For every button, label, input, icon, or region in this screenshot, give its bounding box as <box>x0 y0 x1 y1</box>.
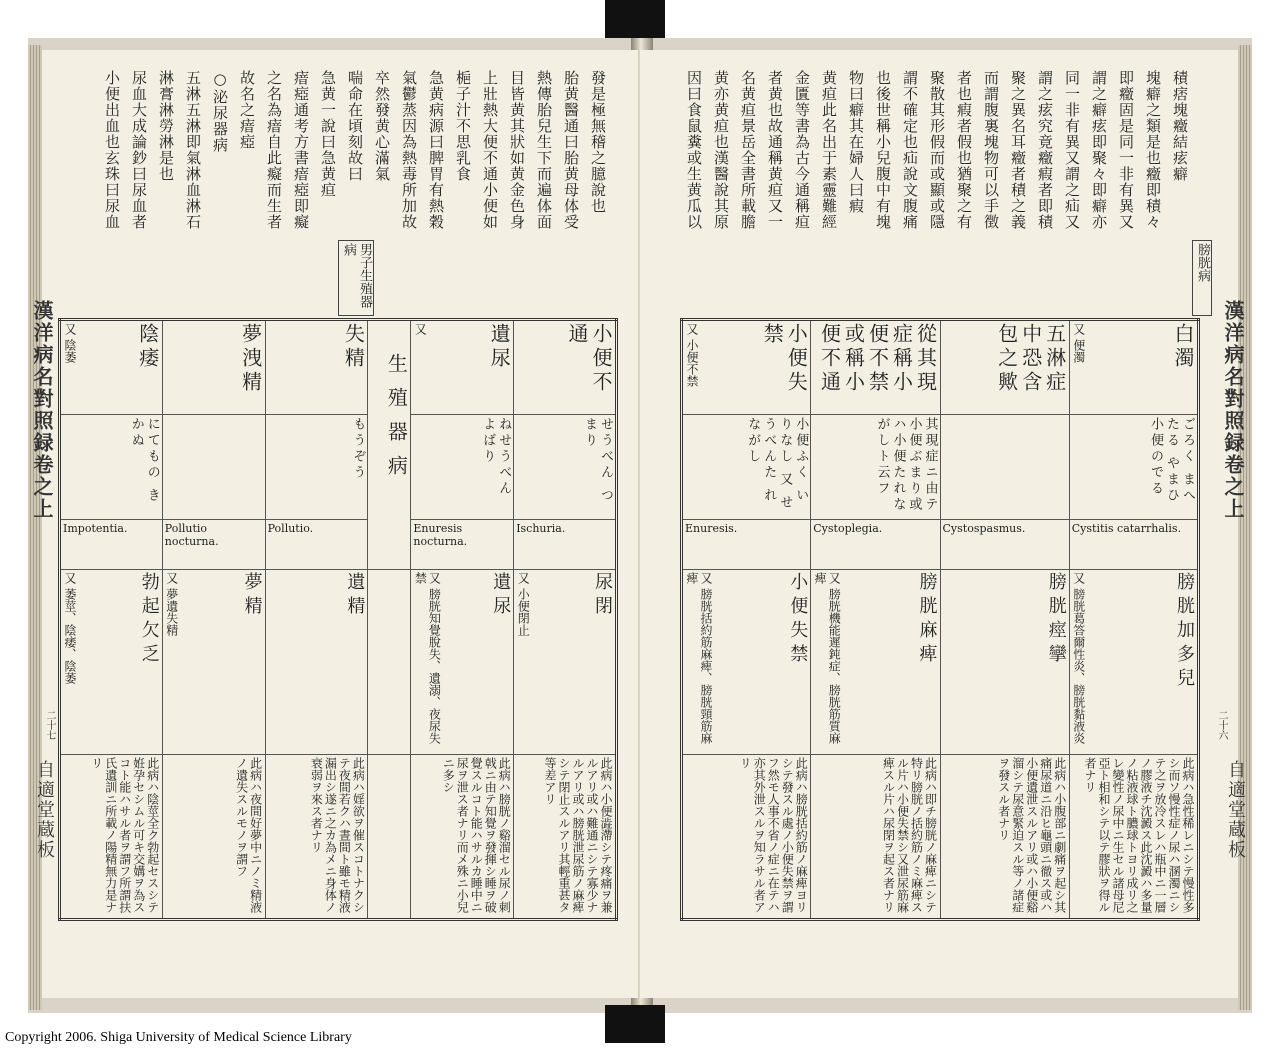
left-table-cell-term <box>162 320 265 415</box>
left-intro-column: 尿血大成論鈔曰尿血者 <box>130 70 148 230</box>
left-table-cell-jterm <box>411 570 514 755</box>
left-table-cell-jterm <box>514 570 617 755</box>
japanese-disease-term: 遺精 <box>344 572 366 620</box>
section-label-cell <box>368 320 411 570</box>
left-intro-column: 上壯熱大便不通小便如 <box>481 70 499 230</box>
right-intro-column: 而謂腹裏塊物可以手徴 <box>982 70 1000 230</box>
chinese-disease-term: 夢洩精 <box>238 323 263 395</box>
japanese-disease-term: 勃起欠乏 <box>138 572 160 668</box>
right-intro-column: 黄疸此名出于素靈難經 <box>820 70 838 230</box>
chinese-disease-term: 小便失禁 <box>760 323 809 395</box>
right-table-cell-term <box>940 320 1069 415</box>
left-intro-column: ○泌尿器病 <box>211 70 229 153</box>
left-table-cell-latin <box>162 520 265 570</box>
kana-reading: にてもの きかぬ <box>128 417 160 505</box>
japanese-alt-term: 又 膀胱括約筋麻痺、膀胱頸筋麻痺 <box>685 572 713 744</box>
book-spread <box>28 38 1252 1013</box>
japanese-disease-term: 膀胱痙攣 <box>1045 572 1067 668</box>
left-intro-column: 氣鬱蒸因為熱毒所加故 <box>400 70 418 230</box>
left-table-cell-kana <box>411 415 514 520</box>
latin-term: Impotentia. <box>63 522 128 535</box>
kana-reading: もうぞう <box>350 417 366 481</box>
left-intro-column: 小便出血也玄珠曰尿血 <box>103 70 121 230</box>
disease-description: 此病ハ陰莖全ク勃起セスシテ姙孕セシムル可キ交媾ヲ為スコト能ハサル者ヲ謂フ所謂扶氏遺訓ニ所載ノ陽精無力是ナリ <box>89 757 160 913</box>
left-table-cell-jterm <box>60 570 163 755</box>
left-intro-column: 五淋五淋即氣淋血淋石 <box>184 70 202 230</box>
japanese-alt-term: 又 膀胱葛答爾性炎、膀胱黏液炎 <box>1071 572 1086 744</box>
chinese-alt-term: 又 陰萎 <box>63 323 77 363</box>
latin-term: Cystoplegia. <box>813 522 883 535</box>
japanese-alt-term: 又 膀胱知覺脫失、遺溺、夜尿失禁 <box>413 572 442 744</box>
left-table-cell-jterm <box>265 570 368 755</box>
japanese-alt-term: 又 膀胱機能遲鈍症、膀胱筋質麻痺 <box>813 572 842 744</box>
chinese-disease-term: 從其現症稱小便不禁或稱小便不通 <box>817 323 938 395</box>
right-page <box>640 50 1240 998</box>
right-page-edges <box>1238 45 1252 1010</box>
kana-reading: 其現症ニ由テ 小便ぶまり或 ハ小便たれな がしト云フ <box>874 417 938 513</box>
right-page-number: 二十六 <box>1216 710 1227 740</box>
left-disease-table <box>58 318 618 921</box>
right-intro-column: 即癥固是同一非有異又 <box>1117 70 1135 230</box>
right-margin-publisher: 自適堂蔵板 <box>1225 760 1246 860</box>
left-page-number: 二十七 <box>44 710 55 740</box>
right-table-cell-jterm <box>940 570 1069 755</box>
right-table-cell-jterm <box>682 570 811 755</box>
right-table-cell-jterm <box>1069 570 1198 755</box>
right-table-cell-term <box>682 320 811 415</box>
disease-description: 此病ハ小腹部ニ劇痛ヲ起シ其痛尿道ニ沿ヒ龜頭ニ徹ス或ハ小便遺泄スルアリ或ハ小便谿溜シテ尿意緊迫スル等ノ諸症ヲ發スル者ナリ <box>996 757 1067 913</box>
right-disease-table <box>680 318 1200 921</box>
disease-description: 此病ハ急性稀レニシテ慢性多シ而ソ慢性症ノ尿ハ溷濁ニシテ之ヲ放冷スレハ瓶中ニ一層ノ膠液チ沈澱ス此沈澱ハ多量ノ粘液球ト膿球トヨリ成リ之レ變性ノ尿中ニ生セル諸母尼亞ト相和シテ以テ膠狀ヲ得ル者ナリ <box>1083 757 1195 913</box>
kana-reading: せうべん つまり <box>582 417 613 505</box>
disease-description: 此病ハ即チ膀胱ノ麻痺ニシテ特リ膀胱ノ括約筋ノミ麻痺スル片ハ小便失禁シ又泄尿筋麻痺スル片ハ尿閉ヲ起ス者ナリ <box>881 757 938 913</box>
left-intro-column: 瘖瘂通考方書瘖瘂即癡 <box>292 70 310 230</box>
disease-description: 此病ハ夜間好夢中ニノミ精液ノ遺失スルモノヲ謂フ <box>234 757 263 913</box>
left-intro-column: 故名之瘖瘂 <box>238 70 256 150</box>
left-table-cell-desc <box>411 755 514 920</box>
japanese-alt-term: 又 夢遺失精 <box>164 572 179 636</box>
right-intro-column: 因曰食鼠糞或生黄瓜以 <box>685 70 703 230</box>
right-intro-column: 同一非有異又謂之疝又 <box>1063 70 1081 230</box>
left-table-cell-desc <box>162 755 265 920</box>
latin-term: Enuresis nocturna. <box>413 522 468 548</box>
left-intro-column: 之名為瘖自此癡而生者 <box>265 70 283 230</box>
right-intro-column: 謂之痃究竟癥瘕者即積 <box>1036 70 1054 230</box>
kana-reading: 小便ふく いりなし 又 せうべんた れながし <box>745 417 809 512</box>
right-table-cell-latin <box>940 520 1069 570</box>
right-table-cell-latin <box>811 520 940 570</box>
latin-term: Cystospasmus. <box>942 522 1026 535</box>
right-table-cell-term <box>811 320 940 415</box>
left-intro-column: 喘命在頃刻故曰 <box>346 70 364 182</box>
right-intro-column: 謂不確定也疝說文腹痛 <box>901 70 919 230</box>
right-intro-column: 積痞塊癥結痃癖 <box>1171 70 1189 182</box>
chinese-disease-term: 白濁 <box>1171 323 1195 371</box>
left-table-cell-desc <box>60 755 163 920</box>
right-table-cell-kana <box>682 415 811 520</box>
right-table-cell-jterm <box>811 570 940 755</box>
kana-reading: ねせうべん よばり <box>480 417 512 497</box>
right-intro-column: 也後世稱小兒腹中有塊 <box>874 70 892 230</box>
left-table-cell-kana <box>162 415 265 520</box>
left-table-cell-term <box>514 320 617 415</box>
right-intro-column: 謂之癖痃即聚々即癖亦 <box>1090 70 1108 230</box>
right-table-cell-kana <box>811 415 940 520</box>
right-intro-column: 聚之異名耳癥者積之義 <box>1009 70 1027 230</box>
binding-strap-bottom <box>605 1005 665 1043</box>
latin-term: Pollutio. <box>267 522 314 535</box>
left-intro-column: 發是極無稽之臆說也 <box>589 70 607 214</box>
disease-description: 此病ハ婬欲ヲ催スコトナクシテ夜間若クハ晝間ト雖モ精液漏出シ遂ニ之カ為メニ身体ノ衰弱ヲ來ス者ナリ <box>309 757 366 913</box>
left-table-cell-kana <box>514 415 617 520</box>
copyright-notice: Copyright 2006. Shiga University of Medical Science Library <box>5 1030 352 1045</box>
section-label: 生殖器病 <box>384 353 409 489</box>
japanese-disease-term: 尿閉 <box>592 572 613 620</box>
right-table-cell-term <box>1069 320 1198 415</box>
right-table-cell-desc <box>682 755 811 920</box>
left-intro-column: 胎黄醫通曰胎黄母体受 <box>562 70 580 230</box>
left-table-cell-jterm <box>162 570 265 755</box>
chinese-disease-term: 小便不通 <box>565 323 613 395</box>
left-intro-column: 急黄病源曰脾胃有熱穀 <box>427 70 445 230</box>
latin-term: Enuresis. <box>685 522 738 535</box>
bladder-disease-label: 膀胱病 <box>1192 240 1212 316</box>
right-intro-text <box>670 70 1190 318</box>
right-intro-column: 者黄也故通稱黄疸又一 <box>766 70 784 230</box>
chinese-alt-term: 又 <box>413 323 428 335</box>
left-table-cell-latin <box>411 520 514 570</box>
section-blank-cell <box>368 570 411 755</box>
left-table-cell-term <box>60 320 163 415</box>
right-table-cell-desc <box>940 755 1069 920</box>
right-table-cell-latin <box>682 520 811 570</box>
left-page-edges <box>28 45 42 1010</box>
chinese-alt-term: 又 便濁 <box>1071 323 1086 363</box>
left-table-cell-kana <box>265 415 368 520</box>
left-table-cell-desc <box>265 755 368 920</box>
left-table-cell-desc <box>514 755 617 920</box>
section-blank-cell <box>368 755 411 920</box>
right-intro-column: 名黄疸景岳全書所載膽 <box>739 70 757 230</box>
right-intro-column: 者也瘕者假也猶聚之有 <box>955 70 973 230</box>
right-intro-column: 金匱等書為古今通稱疸 <box>793 70 811 230</box>
left-table-cell-kana <box>60 415 163 520</box>
japanese-disease-term: 遺尿 <box>490 572 512 620</box>
disease-description: 此病ハ膀胱括約筋ノ麻痺ヨリシテ發スル處ノ小便失禁ヲ謂フ然モ人事不省ノ症ニ在テハ亦其外泄スルヲ知ラサル者アリ <box>738 757 809 913</box>
latin-term: Pollutio nocturna. <box>164 522 219 548</box>
left-margin-title: 漢洋病名對照録卷之上 <box>30 300 54 520</box>
latin-term: Cystitis catarrhalis. <box>1071 522 1182 535</box>
left-intro-column: 卒然發黄心滿氣 <box>373 70 391 182</box>
disease-description: 此病ハ小便澁滯シテ疼痛ヲ兼ルアリ或ハ難通ニシテ寡少ナルアリ或ハ膀胱泄尿筋ノ麻痺シテ閉止スルアリ其輕重甚タ等差アリ <box>543 757 613 913</box>
left-intro-column: 急黄一說曰急黄疸 <box>319 70 337 198</box>
chinese-disease-term: 失精 <box>341 323 366 371</box>
left-table-cell-latin <box>514 520 617 570</box>
left-table-cell-latin <box>265 520 368 570</box>
left-margin-publisher: 自適堂蔵板 <box>34 760 55 860</box>
japanese-alt-term: 又 小便閉止 <box>516 572 531 636</box>
right-table-cell-desc <box>1069 755 1198 920</box>
left-intro-column: 梔子汁不思乳食 <box>454 70 472 182</box>
right-intro-column: 物曰癖其在婦人曰瘕 <box>847 70 865 214</box>
chinese-disease-term: 五淋症中恐含包之歟 <box>994 323 1067 395</box>
right-margin-title: 漢洋病名對照録卷之上 <box>1221 300 1245 520</box>
right-table-cell-kana <box>1069 415 1198 520</box>
chinese-disease-term: 遺尿 <box>487 323 512 371</box>
japanese-disease-term: 膀胱加多兒 <box>1174 572 1195 692</box>
male-genital-disease-label: 男子生殖器病 <box>338 240 374 316</box>
right-table-cell-kana <box>940 415 1069 520</box>
latin-term: Ischuria. <box>516 522 566 535</box>
right-intro-column: 黄亦黄疸也漢醫說其原 <box>712 70 730 230</box>
japanese-disease-term: 小便失禁 <box>787 572 809 668</box>
right-intro-column: 塊癖之類是也癥即積々 <box>1144 70 1162 230</box>
left-page <box>38 50 638 998</box>
left-intro-column: 目皆黄其狀如黄金色身 <box>508 70 526 230</box>
right-table-cell-latin <box>1069 520 1198 570</box>
right-intro-column: 聚散其形假而或顯或隱 <box>928 70 946 230</box>
chinese-disease-term: 陰痿 <box>135 323 160 371</box>
chinese-alt-term: 又 小便不禁 <box>685 323 699 387</box>
left-table-cell-latin <box>60 520 163 570</box>
japanese-disease-term: 膀胱麻痺 <box>916 572 938 668</box>
left-table-cell-term <box>265 320 368 415</box>
right-table-cell-desc <box>811 755 940 920</box>
japanese-disease-term: 夢精 <box>241 572 263 620</box>
binding-strap-top <box>605 0 665 38</box>
disease-description: 此病ハ膀胱ノ谿溜セル尿ノ刺戟ニ由テ知覺ヲ發揮シ睡ヲ破覺スルコト能ハサルカ睡中ニ尿ヲ泄ス者ナリ而メ殊ニ小兒ニ多シ <box>441 757 512 913</box>
left-intro-column: 熱傳胎兒生下而遍体面 <box>535 70 553 230</box>
left-table-cell-term <box>411 320 514 415</box>
japanese-alt-term: 又 萎莖、陰痿、陰萎 <box>63 572 77 684</box>
kana-reading: ごろく まへたる やまひ 小便のでる <box>1148 417 1195 505</box>
left-intro-column: 淋膏淋勞淋是也 <box>157 70 175 182</box>
